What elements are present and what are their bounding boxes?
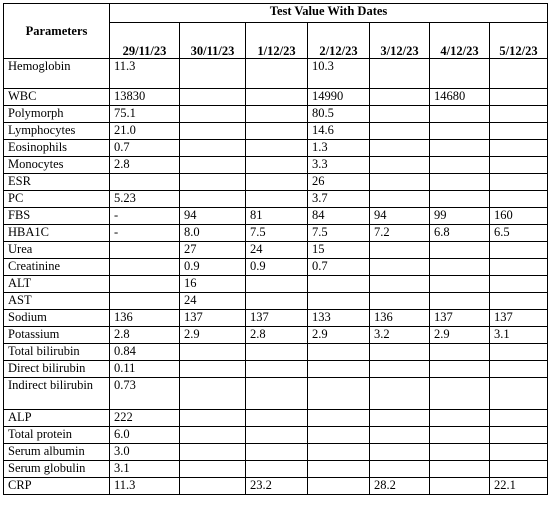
value-cell	[430, 174, 490, 191]
value-cell: 136	[110, 310, 180, 327]
value-cell	[430, 478, 490, 495]
value-cell: 94	[370, 208, 430, 225]
parameter-name-cell: ALT	[4, 276, 110, 293]
value-cell: 0.9	[180, 259, 246, 276]
value-cell	[490, 293, 548, 310]
value-cell	[370, 123, 430, 140]
parameter-name-cell: Total bilirubin	[4, 344, 110, 361]
lab-results-table	[3, 3, 548, 495]
table-row	[4, 157, 548, 174]
parameter-name-cell: FBS	[4, 208, 110, 225]
value-cell	[490, 140, 548, 157]
value-cell	[246, 174, 308, 191]
value-cell	[430, 276, 490, 293]
value-cell: 7.5	[246, 225, 308, 242]
table-row	[4, 461, 548, 478]
value-cell	[370, 174, 430, 191]
parameter-name-cell: Serum globulin	[4, 461, 110, 478]
value-cell	[430, 242, 490, 259]
date-header: 5/12/23	[490, 23, 548, 59]
value-cell: 75.1	[110, 106, 180, 123]
value-cell: 21.0	[110, 123, 180, 140]
value-cell	[370, 259, 430, 276]
value-cell: 14990	[308, 89, 370, 106]
value-cell	[370, 293, 430, 310]
value-cell	[180, 410, 246, 427]
value-cell	[246, 123, 308, 140]
table-row	[4, 361, 548, 378]
value-cell	[308, 361, 370, 378]
value-cell	[430, 106, 490, 123]
value-cell	[308, 478, 370, 495]
value-cell	[490, 89, 548, 106]
value-cell	[490, 174, 548, 191]
value-cell	[490, 361, 548, 378]
value-cell: 22.1	[490, 478, 548, 495]
table-row	[4, 410, 548, 427]
value-cell	[180, 478, 246, 495]
parameter-name-cell: CRP	[4, 478, 110, 495]
value-cell	[490, 106, 548, 123]
value-cell: 13830	[110, 89, 180, 106]
value-cell	[180, 174, 246, 191]
value-cell	[308, 276, 370, 293]
value-cell	[246, 427, 308, 444]
value-cell	[370, 410, 430, 427]
value-cell	[490, 123, 548, 140]
table-row	[4, 208, 548, 225]
value-cell	[370, 59, 430, 89]
table-row	[4, 59, 548, 89]
value-cell: 84	[308, 208, 370, 225]
value-cell: 15	[308, 242, 370, 259]
value-cell	[490, 410, 548, 427]
value-cell	[180, 461, 246, 478]
value-cell	[308, 444, 370, 461]
value-cell: 6.8	[430, 225, 490, 242]
parameter-name-cell: Hemoglobin	[4, 59, 110, 89]
date-header: 3/12/23	[370, 23, 430, 59]
value-cell	[246, 344, 308, 361]
value-cell: 2.9	[180, 327, 246, 344]
value-cell	[430, 427, 490, 444]
value-cell: 7.2	[370, 225, 430, 242]
table-row	[4, 276, 548, 293]
value-cell	[430, 410, 490, 427]
value-cell	[430, 293, 490, 310]
value-cell	[370, 444, 430, 461]
value-cell	[180, 344, 246, 361]
value-cell: 3.1	[490, 327, 548, 344]
value-cell: -	[110, 225, 180, 242]
value-cell: 2.9	[308, 327, 370, 344]
value-cell	[430, 259, 490, 276]
value-cell: 16	[180, 276, 246, 293]
value-cell	[430, 378, 490, 410]
value-cell: 0.7	[110, 140, 180, 157]
table-row	[4, 242, 548, 259]
table-row	[4, 140, 548, 157]
value-cell	[246, 106, 308, 123]
value-cell	[370, 344, 430, 361]
value-cell	[308, 461, 370, 478]
value-cell: 137	[246, 310, 308, 327]
value-cell	[430, 344, 490, 361]
value-cell	[246, 140, 308, 157]
date-header: 4/12/23	[430, 23, 490, 59]
value-cell: 27	[180, 242, 246, 259]
value-cell: 3.2	[370, 327, 430, 344]
value-cell: 3.3	[308, 157, 370, 174]
value-cell: 1.3	[308, 140, 370, 157]
value-cell	[180, 444, 246, 461]
value-cell: 0.9	[246, 259, 308, 276]
table-row	[4, 89, 548, 106]
value-cell	[180, 89, 246, 106]
parameter-name-cell: Creatinine	[4, 259, 110, 276]
value-cell	[308, 293, 370, 310]
value-cell: 3.1	[110, 461, 180, 478]
value-cell	[370, 361, 430, 378]
table-row	[4, 293, 548, 310]
table-body	[4, 59, 548, 495]
value-cell	[430, 59, 490, 89]
value-cell	[490, 59, 548, 89]
value-cell	[370, 378, 430, 410]
value-cell	[246, 361, 308, 378]
value-cell	[246, 444, 308, 461]
table-row	[4, 123, 548, 140]
parameter-name-cell: Urea	[4, 242, 110, 259]
parameter-name-cell: Potassium	[4, 327, 110, 344]
value-cell	[490, 461, 548, 478]
value-cell	[370, 242, 430, 259]
value-cell: 10.3	[308, 59, 370, 89]
value-cell	[246, 293, 308, 310]
value-cell: 6.5	[490, 225, 548, 242]
parameter-name-cell: Direct bilirubin	[4, 361, 110, 378]
value-cell	[490, 444, 548, 461]
parameter-name-cell: ALP	[4, 410, 110, 427]
table-row	[4, 478, 548, 495]
value-cell	[370, 276, 430, 293]
value-cell	[110, 293, 180, 310]
value-cell: 28.2	[370, 478, 430, 495]
value-cell: 3.7	[308, 191, 370, 208]
table-row	[4, 191, 548, 208]
value-cell: 2.8	[110, 327, 180, 344]
parameter-name-cell: Polymorph	[4, 106, 110, 123]
value-cell: 0.73	[110, 378, 180, 410]
table-row	[4, 225, 548, 242]
parameter-name-cell: Total protein	[4, 427, 110, 444]
table-row	[4, 327, 548, 344]
value-cell: 14.6	[308, 123, 370, 140]
value-cell	[490, 259, 548, 276]
value-cell: 2.9	[430, 327, 490, 344]
value-cell	[110, 276, 180, 293]
value-cell: 0.11	[110, 361, 180, 378]
table-row	[4, 174, 548, 191]
value-cell	[308, 344, 370, 361]
value-cell	[246, 59, 308, 89]
value-cell	[180, 123, 246, 140]
value-cell	[110, 174, 180, 191]
parameter-name-cell: PC	[4, 191, 110, 208]
date-header: 30/11/23	[180, 23, 246, 59]
value-cell: 99	[430, 208, 490, 225]
value-cell	[246, 89, 308, 106]
value-cell	[370, 191, 430, 208]
value-cell	[180, 361, 246, 378]
value-cell: 0.84	[110, 344, 180, 361]
value-cell	[180, 378, 246, 410]
value-cell	[430, 157, 490, 174]
parameter-name-cell: Indirect bilirubin	[4, 378, 110, 410]
value-cell	[370, 157, 430, 174]
parameter-name-cell: ESR	[4, 174, 110, 191]
parameter-name-cell: Monocytes	[4, 157, 110, 174]
value-cell	[490, 427, 548, 444]
value-cell	[180, 140, 246, 157]
value-cell	[370, 140, 430, 157]
value-cell	[430, 140, 490, 157]
value-cell: 8.0	[180, 225, 246, 242]
value-cell	[370, 461, 430, 478]
date-header: 1/12/23	[246, 23, 308, 59]
value-cell: 6.0	[110, 427, 180, 444]
value-cell	[490, 242, 548, 259]
value-cell: 26	[308, 174, 370, 191]
value-cell: 160	[490, 208, 548, 225]
value-cell	[490, 157, 548, 174]
parameters-header: Parameters	[4, 4, 110, 59]
value-cell	[308, 410, 370, 427]
table-row	[4, 444, 548, 461]
value-cell	[110, 242, 180, 259]
value-cell: 222	[110, 410, 180, 427]
value-cell	[490, 344, 548, 361]
value-cell: 136	[370, 310, 430, 327]
table-row	[4, 310, 548, 327]
table-row	[4, 259, 548, 276]
value-cell: 133	[308, 310, 370, 327]
table-row	[4, 106, 548, 123]
value-cell: 80.5	[308, 106, 370, 123]
value-cell: 11.3	[110, 59, 180, 89]
table-row	[4, 378, 548, 410]
value-cell	[180, 427, 246, 444]
value-cell	[180, 106, 246, 123]
header-row-group	[4, 4, 548, 23]
value-cell	[430, 191, 490, 208]
value-cell	[490, 378, 548, 410]
value-cell: 137	[180, 310, 246, 327]
value-cell: -	[110, 208, 180, 225]
value-cell: 7.5	[308, 225, 370, 242]
parameter-name-cell: HBA1C	[4, 225, 110, 242]
table-row	[4, 344, 548, 361]
value-cell: 3.0	[110, 444, 180, 461]
parameter-name-cell: Lymphocytes	[4, 123, 110, 140]
value-cell	[246, 410, 308, 427]
value-cell: 2.8	[246, 327, 308, 344]
parameter-name-cell: AST	[4, 293, 110, 310]
parameter-name-cell: WBC	[4, 89, 110, 106]
value-cell: 14680	[430, 89, 490, 106]
value-cell	[370, 106, 430, 123]
value-cell	[430, 123, 490, 140]
value-cell	[180, 157, 246, 174]
value-cell: 2.8	[110, 157, 180, 174]
value-cell	[370, 427, 430, 444]
value-cell	[180, 59, 246, 89]
value-cell	[308, 378, 370, 410]
value-cell	[110, 259, 180, 276]
value-cell	[490, 276, 548, 293]
value-cell: 11.3	[110, 478, 180, 495]
table-row	[4, 427, 548, 444]
date-header: 2/12/23	[308, 23, 370, 59]
value-cell	[430, 444, 490, 461]
test-value-with-dates-header: Test Value With Dates	[110, 4, 548, 23]
parameter-name-cell: Sodium	[4, 310, 110, 327]
value-cell: 137	[430, 310, 490, 327]
value-cell	[490, 191, 548, 208]
value-cell	[246, 191, 308, 208]
value-cell	[246, 157, 308, 174]
parameter-name-cell: Serum albumin	[4, 444, 110, 461]
value-cell: 137	[490, 310, 548, 327]
date-header: 29/11/23	[110, 23, 180, 59]
value-cell	[180, 191, 246, 208]
value-cell: 0.7	[308, 259, 370, 276]
value-cell	[430, 361, 490, 378]
value-cell	[246, 378, 308, 410]
value-cell	[308, 427, 370, 444]
value-cell	[246, 461, 308, 478]
value-cell	[246, 276, 308, 293]
value-cell: 24	[180, 293, 246, 310]
parameter-name-cell: Eosinophils	[4, 140, 110, 157]
value-cell	[430, 461, 490, 478]
value-cell: 5.23	[110, 191, 180, 208]
value-cell: 81	[246, 208, 308, 225]
value-cell	[370, 89, 430, 106]
value-cell: 24	[246, 242, 308, 259]
value-cell: 94	[180, 208, 246, 225]
value-cell: 23.2	[246, 478, 308, 495]
